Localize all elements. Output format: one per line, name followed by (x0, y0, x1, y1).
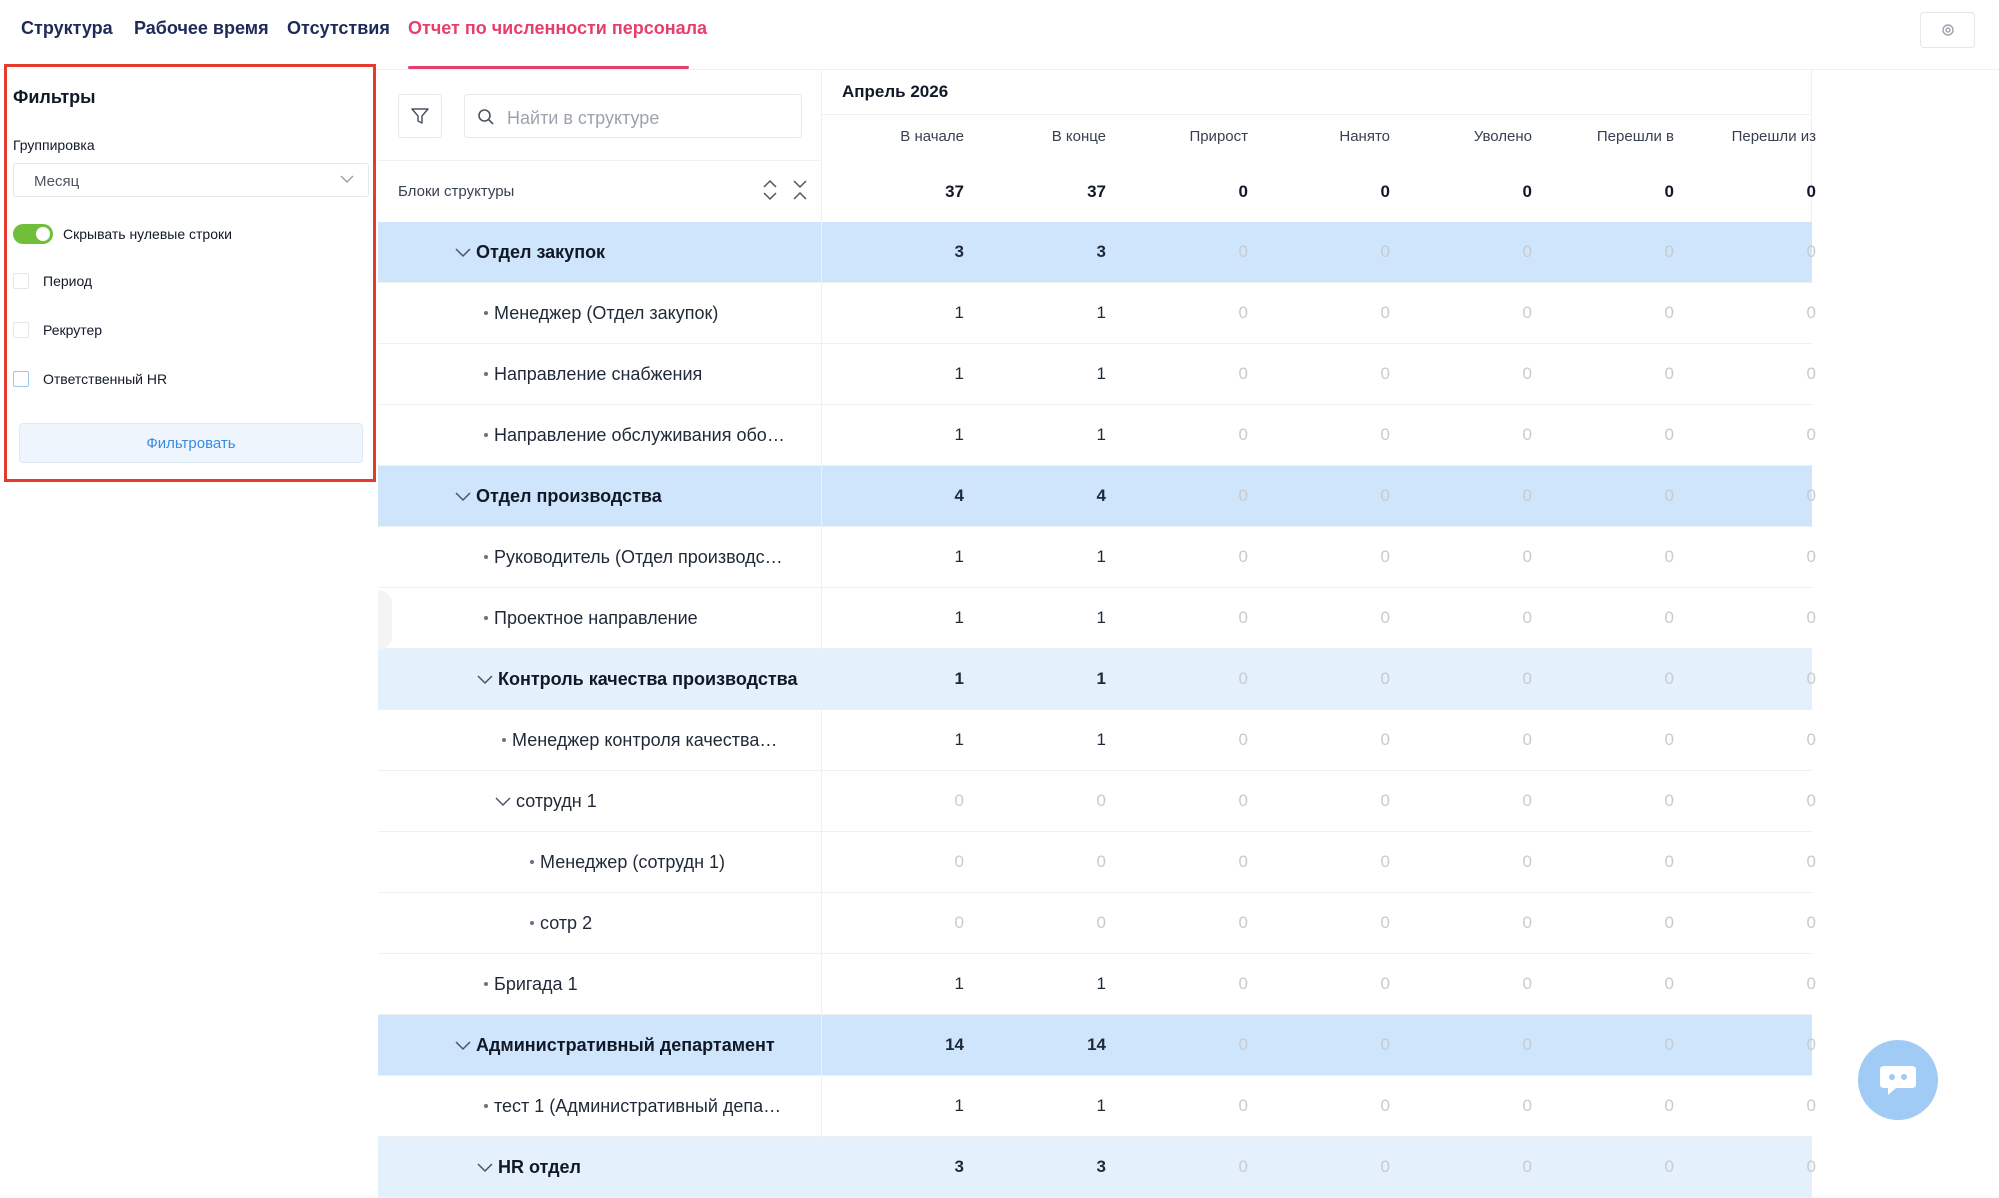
funnel-icon (410, 106, 430, 126)
table-row[interactable] (378, 832, 1816, 893)
table-row[interactable] (378, 893, 1816, 954)
table-cell-value: 1 (954, 364, 964, 383)
chevron-down-icon[interactable] (476, 670, 494, 688)
table-cell-value: 1 (954, 730, 964, 749)
gear-icon (1940, 22, 1956, 38)
table-cell-value: 1 (1096, 730, 1106, 749)
table-cell-value: 0 (1806, 852, 1816, 871)
structure-cell (378, 1076, 822, 1137)
table-cell-value: 1 (954, 974, 964, 993)
grouping-label: Группировка (13, 137, 95, 153)
tab-working-time[interactable]: Рабочее время (134, 18, 269, 38)
table-cell-value: 0 (1522, 608, 1532, 627)
table-cell-value: 0 (1380, 852, 1390, 871)
table-cell-value: 0 (1238, 1157, 1248, 1176)
table-cell-value: 0 (1380, 425, 1390, 444)
table-cell-value: 0 (1238, 608, 1248, 627)
table-cell-value: 0 (1380, 608, 1390, 627)
table-row[interactable] (378, 771, 1816, 832)
chevron-down-icon[interactable] (476, 1158, 494, 1176)
table-cell-value: 4 (954, 486, 964, 505)
table-cell-value: 1 (954, 547, 964, 566)
table-cell-value: 3 (954, 242, 964, 261)
expand-collapse-icon[interactable] (762, 178, 778, 202)
table-cell-value: 0 (1664, 913, 1674, 932)
structure-cell (378, 405, 822, 466)
bullet-icon (484, 555, 488, 559)
table-row[interactable] (378, 649, 1816, 710)
table-cell-value: 0 (1806, 425, 1816, 444)
apply-filter-button[interactable]: Фильтровать (19, 423, 363, 463)
structure-header (378, 70, 822, 222)
report-month: Апрель 2026 (842, 82, 949, 101)
table-row[interactable] (378, 710, 1816, 771)
structure-name[interactable]: Менеджер (Отдел закупок) (494, 303, 719, 323)
table-row[interactable] (378, 954, 1816, 1015)
column-total: 37 (945, 182, 964, 201)
table-cell-value: 1 (1096, 425, 1106, 444)
tab-structure[interactable]: Структура (21, 18, 113, 38)
table-cell-value: 14 (945, 1035, 964, 1054)
table-cell-value: 0 (1806, 303, 1816, 322)
table-cell-value: 1 (954, 608, 964, 627)
table-cell-value: 0 (1380, 669, 1390, 688)
table-cell-value: 0 (1096, 852, 1106, 871)
month-divider (822, 114, 1812, 115)
table-cell-value: 0 (1380, 730, 1390, 749)
table-cell-value: 0 (1380, 913, 1390, 932)
chevron-down-icon[interactable] (494, 792, 512, 810)
table-cell-value: 0 (1238, 364, 1248, 383)
structure-name[interactable]: Контроль качества производства (498, 669, 798, 689)
structure-name[interactable]: сотр 2 (540, 913, 593, 933)
table-cell-value: 0 (1522, 730, 1532, 749)
table-row[interactable] (378, 1015, 1816, 1076)
table-cell-value: 0 (1664, 974, 1674, 993)
recruiter-label: Рекрутер (43, 322, 103, 338)
table-cell-value: 0 (1238, 303, 1248, 322)
table-cell-value: 0 (1664, 608, 1674, 627)
table-cell-value: 0 (1522, 303, 1532, 322)
report-table-body (378, 222, 1816, 1177)
column-header[interactable]: В конце (1051, 128, 1106, 145)
table-cell-value: 0 (954, 913, 964, 932)
hide-zero-rows-label: Скрывать нулевые строки (63, 226, 232, 242)
bullet-icon (484, 616, 488, 620)
structure-cell (378, 527, 822, 588)
table-cell-value: 0 (1806, 364, 1816, 383)
responsible-hr-checkbox[interactable] (13, 371, 29, 387)
table-cell-value: 0 (1380, 364, 1390, 383)
table-cell-value: 0 (1238, 974, 1248, 993)
top-navigation (0, 0, 1999, 70)
table-cell-value: 0 (1380, 1035, 1390, 1054)
table-cell-value: 0 (1806, 913, 1816, 932)
structure-cell (378, 893, 822, 954)
chevron-down-icon[interactable] (454, 487, 472, 505)
table-cell-value: 0 (1522, 913, 1532, 932)
structure-name[interactable]: Административный департамент (476, 1035, 775, 1055)
chat-button[interactable] (1858, 1040, 1938, 1120)
table-cell-value: 0 (1522, 425, 1532, 444)
table-cell-value: 0 (1238, 486, 1248, 505)
bullet-icon (484, 982, 488, 986)
table-cell-value: 0 (1096, 791, 1106, 810)
grouping-select[interactable] (13, 163, 369, 197)
column-header[interactable]: Перешли из (1731, 128, 1816, 145)
bullet-icon (502, 738, 506, 742)
structure-search[interactable] (464, 94, 802, 138)
table-cell-value: 0 (1238, 1035, 1248, 1054)
tab-absences[interactable]: Отсутствия (287, 18, 390, 38)
table-cell-value: 0 (1238, 242, 1248, 261)
search-icon (477, 108, 495, 126)
structure-name[interactable]: Бригада 1 (494, 974, 578, 994)
table-cell-value: 1 (954, 303, 964, 322)
table-cell-value: 0 (1096, 913, 1106, 932)
filters-title: Фильтры (13, 87, 96, 107)
table-cell-value: 0 (1664, 1157, 1674, 1176)
table-cell-value: 1 (1096, 364, 1106, 383)
table-cell-value: 0 (1380, 1096, 1390, 1115)
table-cell-value: 0 (1664, 242, 1674, 261)
table-cell-value: 3 (1096, 242, 1106, 261)
table-cell-value: 0 (1806, 547, 1816, 566)
table-row[interactable] (378, 344, 1816, 405)
structure-name[interactable]: тест 1 (Административный депа… (494, 1096, 782, 1116)
structure-cell (378, 588, 822, 649)
sidebar-collapse-handle[interactable] (378, 590, 392, 650)
table-cell-value: 0 (1664, 669, 1674, 688)
table-cell-value: 0 (954, 852, 964, 871)
table-cell-value: 0 (1380, 303, 1390, 322)
table-cell-value: 0 (1522, 1157, 1532, 1176)
table-cell-value: 0 (1664, 730, 1674, 749)
bullet-icon (484, 372, 488, 376)
table-cell-value: 14 (1087, 1035, 1106, 1054)
grouping-value: Месяц (34, 173, 80, 190)
structure-cell (378, 710, 822, 771)
column-total: 37 (1087, 182, 1106, 201)
bullet-icon (530, 921, 534, 925)
structure-name[interactable]: Менеджер контроля качества… (512, 730, 778, 750)
table-cell-value: 1 (1096, 547, 1106, 566)
table-cell-value: 0 (1238, 730, 1248, 749)
structure-cell (378, 649, 822, 710)
header-divider (378, 160, 822, 161)
chevron-down-icon (340, 174, 354, 184)
structure-name[interactable]: Проектное направление (494, 608, 698, 628)
table-cell-value: 0 (1238, 547, 1248, 566)
table-cell-value: 0 (1664, 1035, 1674, 1054)
structure-cell (378, 832, 822, 893)
table-row[interactable] (378, 405, 1816, 466)
table-cell-value: 0 (1522, 242, 1532, 261)
period-checkbox[interactable] (13, 273, 29, 289)
table-row[interactable] (378, 527, 1816, 588)
structure-name[interactable]: Менеджер (сотрудн 1) (540, 852, 726, 872)
table-cell-value: 0 (1522, 669, 1532, 688)
table-cell-value: 0 (1806, 791, 1816, 810)
collapse-all-icon[interactable] (792, 178, 808, 202)
hide-zero-rows-toggle[interactable] (13, 224, 53, 244)
filters-panel (4, 64, 376, 482)
bullet-icon (484, 1104, 488, 1108)
table-cell-value: 0 (1664, 547, 1674, 566)
table-cell-value: 0 (1522, 791, 1532, 810)
table-cell-value: 0 (1664, 791, 1674, 810)
column-total: 0 (1238, 182, 1248, 201)
tab-headcount-report[interactable]: Отчет по численности персонала (408, 18, 708, 38)
table-cell-value: 0 (1522, 852, 1532, 871)
bullet-icon (484, 311, 488, 315)
structure-cell (378, 344, 822, 405)
structure-name[interactable]: Руководитель (Отдел производс… (494, 547, 783, 567)
responsible-hr-label: Ответственный HR (43, 371, 168, 387)
bullet-icon (530, 860, 534, 864)
table-cell-value: 0 (1380, 486, 1390, 505)
structure-cell (378, 954, 822, 1015)
table-cell-value: 0 (1806, 974, 1816, 993)
structure-name[interactable]: сотрудн 1 (516, 791, 597, 811)
structure-name[interactable]: Направление обслуживания обо… (494, 425, 785, 445)
table-cell-value: 1 (1096, 1096, 1106, 1115)
table-cell-value: 0 (1238, 913, 1248, 932)
table-cell-value: 1 (1096, 974, 1106, 993)
table-cell-value: 0 (1380, 1157, 1390, 1176)
table-cell-value: 1 (1096, 669, 1106, 688)
table-cell-value: 1 (954, 1096, 964, 1115)
table-cell-value: 0 (1522, 1035, 1532, 1054)
table-cell-value: 0 (1238, 669, 1248, 688)
structure-cell (378, 222, 822, 283)
chat-bubble-icon (1878, 1062, 1918, 1098)
chevron-down-icon[interactable] (454, 243, 472, 261)
table-cell-value: 0 (1806, 730, 1816, 749)
column-total: 0 (1522, 182, 1532, 201)
table-cell-value: 3 (1096, 1157, 1106, 1176)
table-cell-value: 0 (1238, 425, 1248, 444)
table-cell-value: 0 (1664, 852, 1674, 871)
report-columns-header (822, 70, 1816, 222)
table-cell-value: 0 (1806, 1096, 1816, 1115)
table-cell-value: 0 (1664, 303, 1674, 322)
table-cell-value: 1 (954, 669, 964, 688)
table-cell-value: 0 (1806, 242, 1816, 261)
table-cell-value: 0 (1380, 791, 1390, 810)
table-cell-value: 0 (1522, 974, 1532, 993)
table-cell-value: 0 (1380, 547, 1390, 566)
table-row[interactable] (378, 283, 1816, 344)
table-cell-value: 0 (1664, 364, 1674, 383)
search-input[interactable]: Найти в структуре (507, 108, 660, 128)
table-cell-value: 0 (1238, 1096, 1248, 1115)
structure-name[interactable]: HR отдел (498, 1157, 581, 1177)
structure-name[interactable]: Отдел производства (476, 486, 662, 506)
structure-column-label: Блоки структуры (398, 183, 515, 200)
table-row[interactable] (378, 1076, 1816, 1137)
table-cell-value: 0 (1238, 852, 1248, 871)
column-total: 0 (1806, 182, 1816, 201)
chevron-down-icon[interactable] (454, 1036, 472, 1054)
table-cell-value: 0 (1806, 486, 1816, 505)
column-total: 0 (1380, 182, 1390, 201)
table-cell-value: 1 (1096, 303, 1106, 322)
table-cell-value: 0 (1380, 974, 1390, 993)
structure-cell (378, 466, 822, 527)
period-label: Период (43, 273, 93, 289)
structure-cell (378, 283, 822, 344)
table-cell-value: 0 (1806, 608, 1816, 627)
table-cell-value: 0 (1664, 425, 1674, 444)
recruiter-checkbox[interactable] (13, 322, 29, 338)
table-cell-value: 0 (1806, 1035, 1816, 1054)
table-row[interactable] (378, 588, 1816, 649)
structure-cell (378, 771, 822, 832)
table-cell-value: 3 (954, 1157, 964, 1176)
table-cell-value: 0 (1664, 486, 1674, 505)
structure-cell (378, 1137, 822, 1198)
table-cell-value: 0 (1380, 242, 1390, 261)
table-row[interactable] (378, 466, 1816, 527)
table-cell-value: 0 (1806, 1157, 1816, 1176)
bullet-icon (484, 433, 488, 437)
column-header[interactable]: Уволено (1473, 128, 1532, 145)
structure-name[interactable]: Отдел закупок (476, 242, 606, 262)
settings-button[interactable] (1920, 12, 1975, 48)
column-header[interactable]: Прирост (1189, 128, 1248, 145)
column-header[interactable]: В начале (900, 128, 964, 145)
table-cell-value: 0 (1664, 1096, 1674, 1115)
table-cell-value: 1 (954, 425, 964, 444)
column-header[interactable]: Нанято (1339, 128, 1390, 145)
table-cell-value: 0 (954, 791, 964, 810)
structure-cell (378, 1015, 822, 1076)
table-row[interactable] (378, 222, 1816, 283)
active-tab-indicator (408, 66, 689, 69)
table-cell-value: 0 (1238, 791, 1248, 810)
column-total: 0 (1664, 182, 1674, 201)
structure-name[interactable]: Направление снабжения (494, 364, 703, 384)
table-cell-value: 0 (1522, 1096, 1532, 1115)
filter-toggle-button[interactable] (398, 94, 442, 138)
table-cell-value: 0 (1806, 669, 1816, 688)
table-cell-value: 1 (1096, 608, 1106, 627)
table-cell-value: 0 (1522, 486, 1532, 505)
table-row[interactable] (378, 1137, 1816, 1198)
table-cell-value: 0 (1522, 547, 1532, 566)
table-cell-value: 0 (1522, 364, 1532, 383)
table-cell-value: 4 (1096, 486, 1106, 505)
column-header[interactable]: Перешли в (1596, 128, 1674, 145)
